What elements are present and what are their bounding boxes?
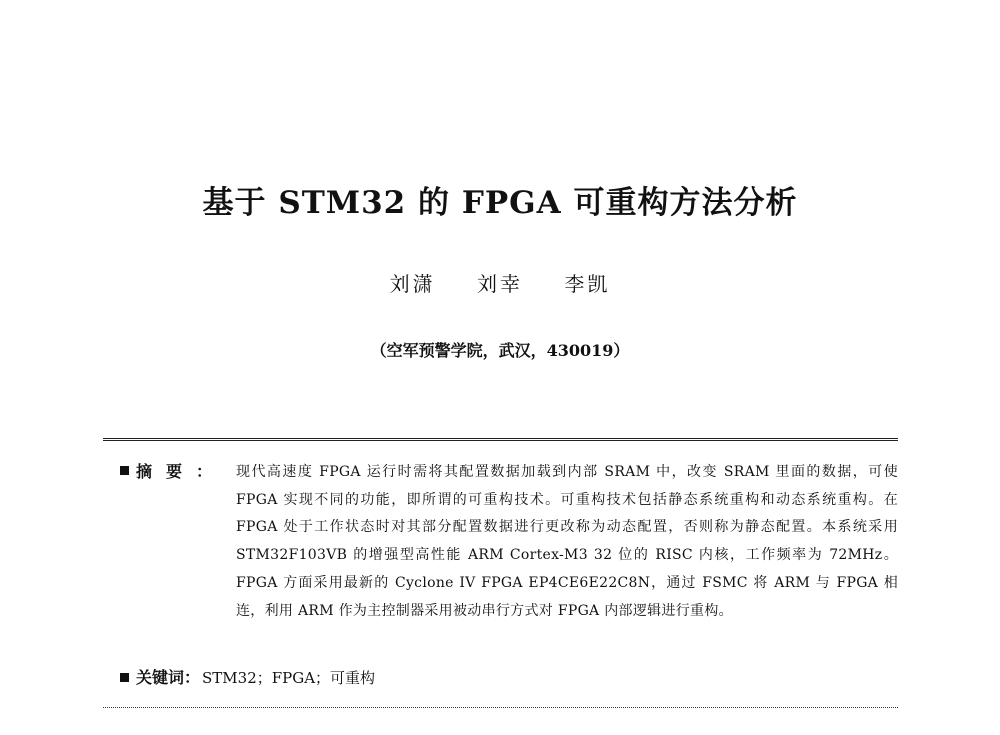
abstract-label-text: 摘要： bbox=[136, 462, 227, 481]
abstract-text: 现代高速度 FPGA 运行时需将其配置数据加载到内部 SRAM 中，改变 SRAM 里面的数据，可使 FPGA 实现不同的功能，即所谓的可重构技术。可重构技术包括静态系统重构和动态系统重构。在 FPGA 处于工作状态时对其部分配置数据进行更改称为动态配置，否则称为静态配置。本系统采用 STM32F103VB 的增强型高性能 ARM Cortex-M3 32 位的 RISC 内核，工作频率为 72MHz。FPGA 方面采用最新的 Cyclone IV FPGA EP4CE6E22C8N，通过 FSMC 将 ARM 与 FPGA 相连，利用 ARM 作为主控制器采用被动串行方式对 FPGA 内部逻辑进行重构。 bbox=[236, 464, 898, 619]
author-name: 李凯 bbox=[564, 272, 611, 296]
keywords-section bbox=[120, 665, 375, 688]
keywords-values: STM32；FPGA；可重构 bbox=[202, 669, 376, 687]
keywords-label: 关键词： bbox=[136, 668, 201, 687]
abstract-label bbox=[120, 459, 226, 482]
divider-dotted-rule bbox=[103, 707, 898, 708]
abstract-section bbox=[120, 459, 898, 625]
author-name: 刘潇 bbox=[389, 272, 436, 296]
affiliation: （空军预警学院，武汉，430019） bbox=[370, 341, 630, 360]
paper-title: 基于 STM32 的 FPGA 可重构方法分析 bbox=[202, 185, 798, 221]
square-bullet-icon bbox=[120, 466, 129, 475]
author-list bbox=[0, 268, 1000, 297]
author-name: 刘幸 bbox=[477, 272, 523, 296]
divider-double-rule bbox=[103, 438, 898, 441]
square-bullet-icon bbox=[120, 673, 129, 682]
